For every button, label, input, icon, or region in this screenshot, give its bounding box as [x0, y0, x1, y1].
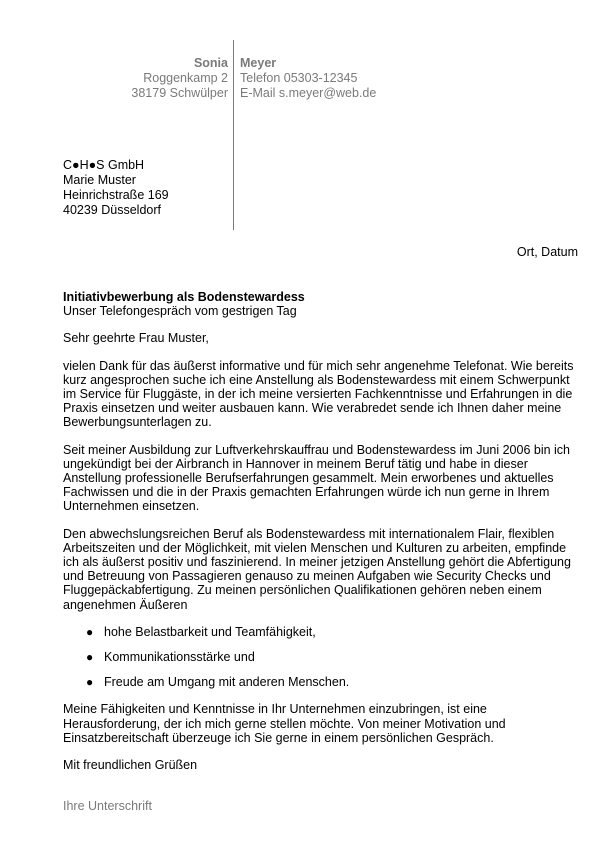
- subject-line: Initiativbewerbung als Bodenstewardess: [63, 290, 305, 304]
- date-line: Ort, Datum: [516, 245, 578, 259]
- recipient-street: Heinrichstraße 169: [63, 188, 169, 202]
- recipient-name: Marie Muster: [63, 173, 136, 187]
- recipient-city: 40239 Düsseldorf: [63, 203, 161, 217]
- sender-left-block: [131, 56, 228, 101]
- paragraph-1: vielen Dank für das äußerst informative und für mich sehr angenehme Telefonat. Wie bereits kurz angesprochen suche ich eine Anstellung als Bodenstewardess mit einem Schwerpunkt im Service für Fluggäste, in der ich meine versierten Fachkenntnisse und Erfahrungen in die Praxis einsetzen und weiter ausbauen kann. Wie verabredet sende ich Ihnen daher meine Bewerbungsunterlagen zu.: [63, 358, 574, 430]
- sender-city: 38179 Schwülper: [131, 86, 228, 100]
- bullet-icon: ●: [86, 624, 94, 639]
- bullet-icon: ●: [86, 650, 94, 665]
- letter-body: [63, 290, 583, 813]
- list-item-text: Freude am Umgang mit anderen Menschen.: [104, 675, 350, 690]
- sender-right-block: [240, 56, 376, 101]
- header-divider: [233, 40, 234, 230]
- sender-first-name: Sonia: [193, 56, 228, 70]
- recipient-company: C●H●S GmbH: [63, 158, 145, 172]
- bullet-icon: ●: [86, 675, 94, 690]
- list-item-text: hohe Belastbarkeit und Teamfähigkeit,: [104, 624, 316, 639]
- salutation: Sehr geehrte Frau Muster,: [63, 331, 209, 346]
- closing-paragraph: Meine Fähigkeiten und Kenntnisse in Ihr Unternehmen einzubringen, ist eine Herausforderung, der ich mich gerne stellen möchte. Von meiner Motivation und Einsatzbereitschaft überzeuge ich Sie gerne in einem persönlichen Gespräch.: [63, 702, 506, 745]
- sender-email: E-Mail s.meyer@web.de: [240, 86, 377, 100]
- sender-street: Roggenkamp 2: [143, 71, 228, 85]
- subject-subline: Unser Telefongespräch vom gestrigen Tag: [63, 304, 297, 319]
- signature: Ihre Unterschrift: [63, 799, 152, 814]
- sender-last-name: Meyer: [240, 56, 277, 70]
- paragraph-3: Den abwechslungsreichen Beruf als Bodenstewardess mit internationalem Flair, flexiblen Arbeitszeiten und der Möglichkeit, mit vielen Menschen und Kulturen zu arbeiten, empfinde ich als äußerst positiv und faszinierend. In meiner jetzigen Anstellung gehört die Abfertigung und Betreuung von Passagieren genauso zu meinen Aufgaben wie Security Checks und Fluggepäckabfertigung. Zu meinen persönlichen Qualifikationen gehören neben einem angenehmen Äußeren: [63, 526, 571, 612]
- list-item: [63, 675, 583, 689]
- recipient-address: [63, 158, 169, 218]
- qualification-list: [63, 625, 583, 690]
- list-item: [63, 625, 583, 639]
- paragraph-2: Seit meiner Ausbildung zur Luftverkehrskauffrau und Bodenstewardess im Juni 2006 bin ich ungekündigt bei der Airbranch in Hannover in meinem Beruf tätig und habe in dieser Anstellung professionelle Berufserfahrungen gesammelt. Mein erworbenes und aktuelles Fachwissen und die in der Praxis gemachten Erfahrungen würde ich nun gerne in Ihrem Unternehmen einsetzen.: [63, 442, 571, 514]
- list-item-text: Kommunikationsstärke und: [104, 650, 255, 665]
- greeting: Mit freundlichen Grüßen: [63, 758, 198, 773]
- sender-phone: Telefon 05303-12345: [240, 71, 358, 85]
- list-item: [63, 650, 583, 664]
